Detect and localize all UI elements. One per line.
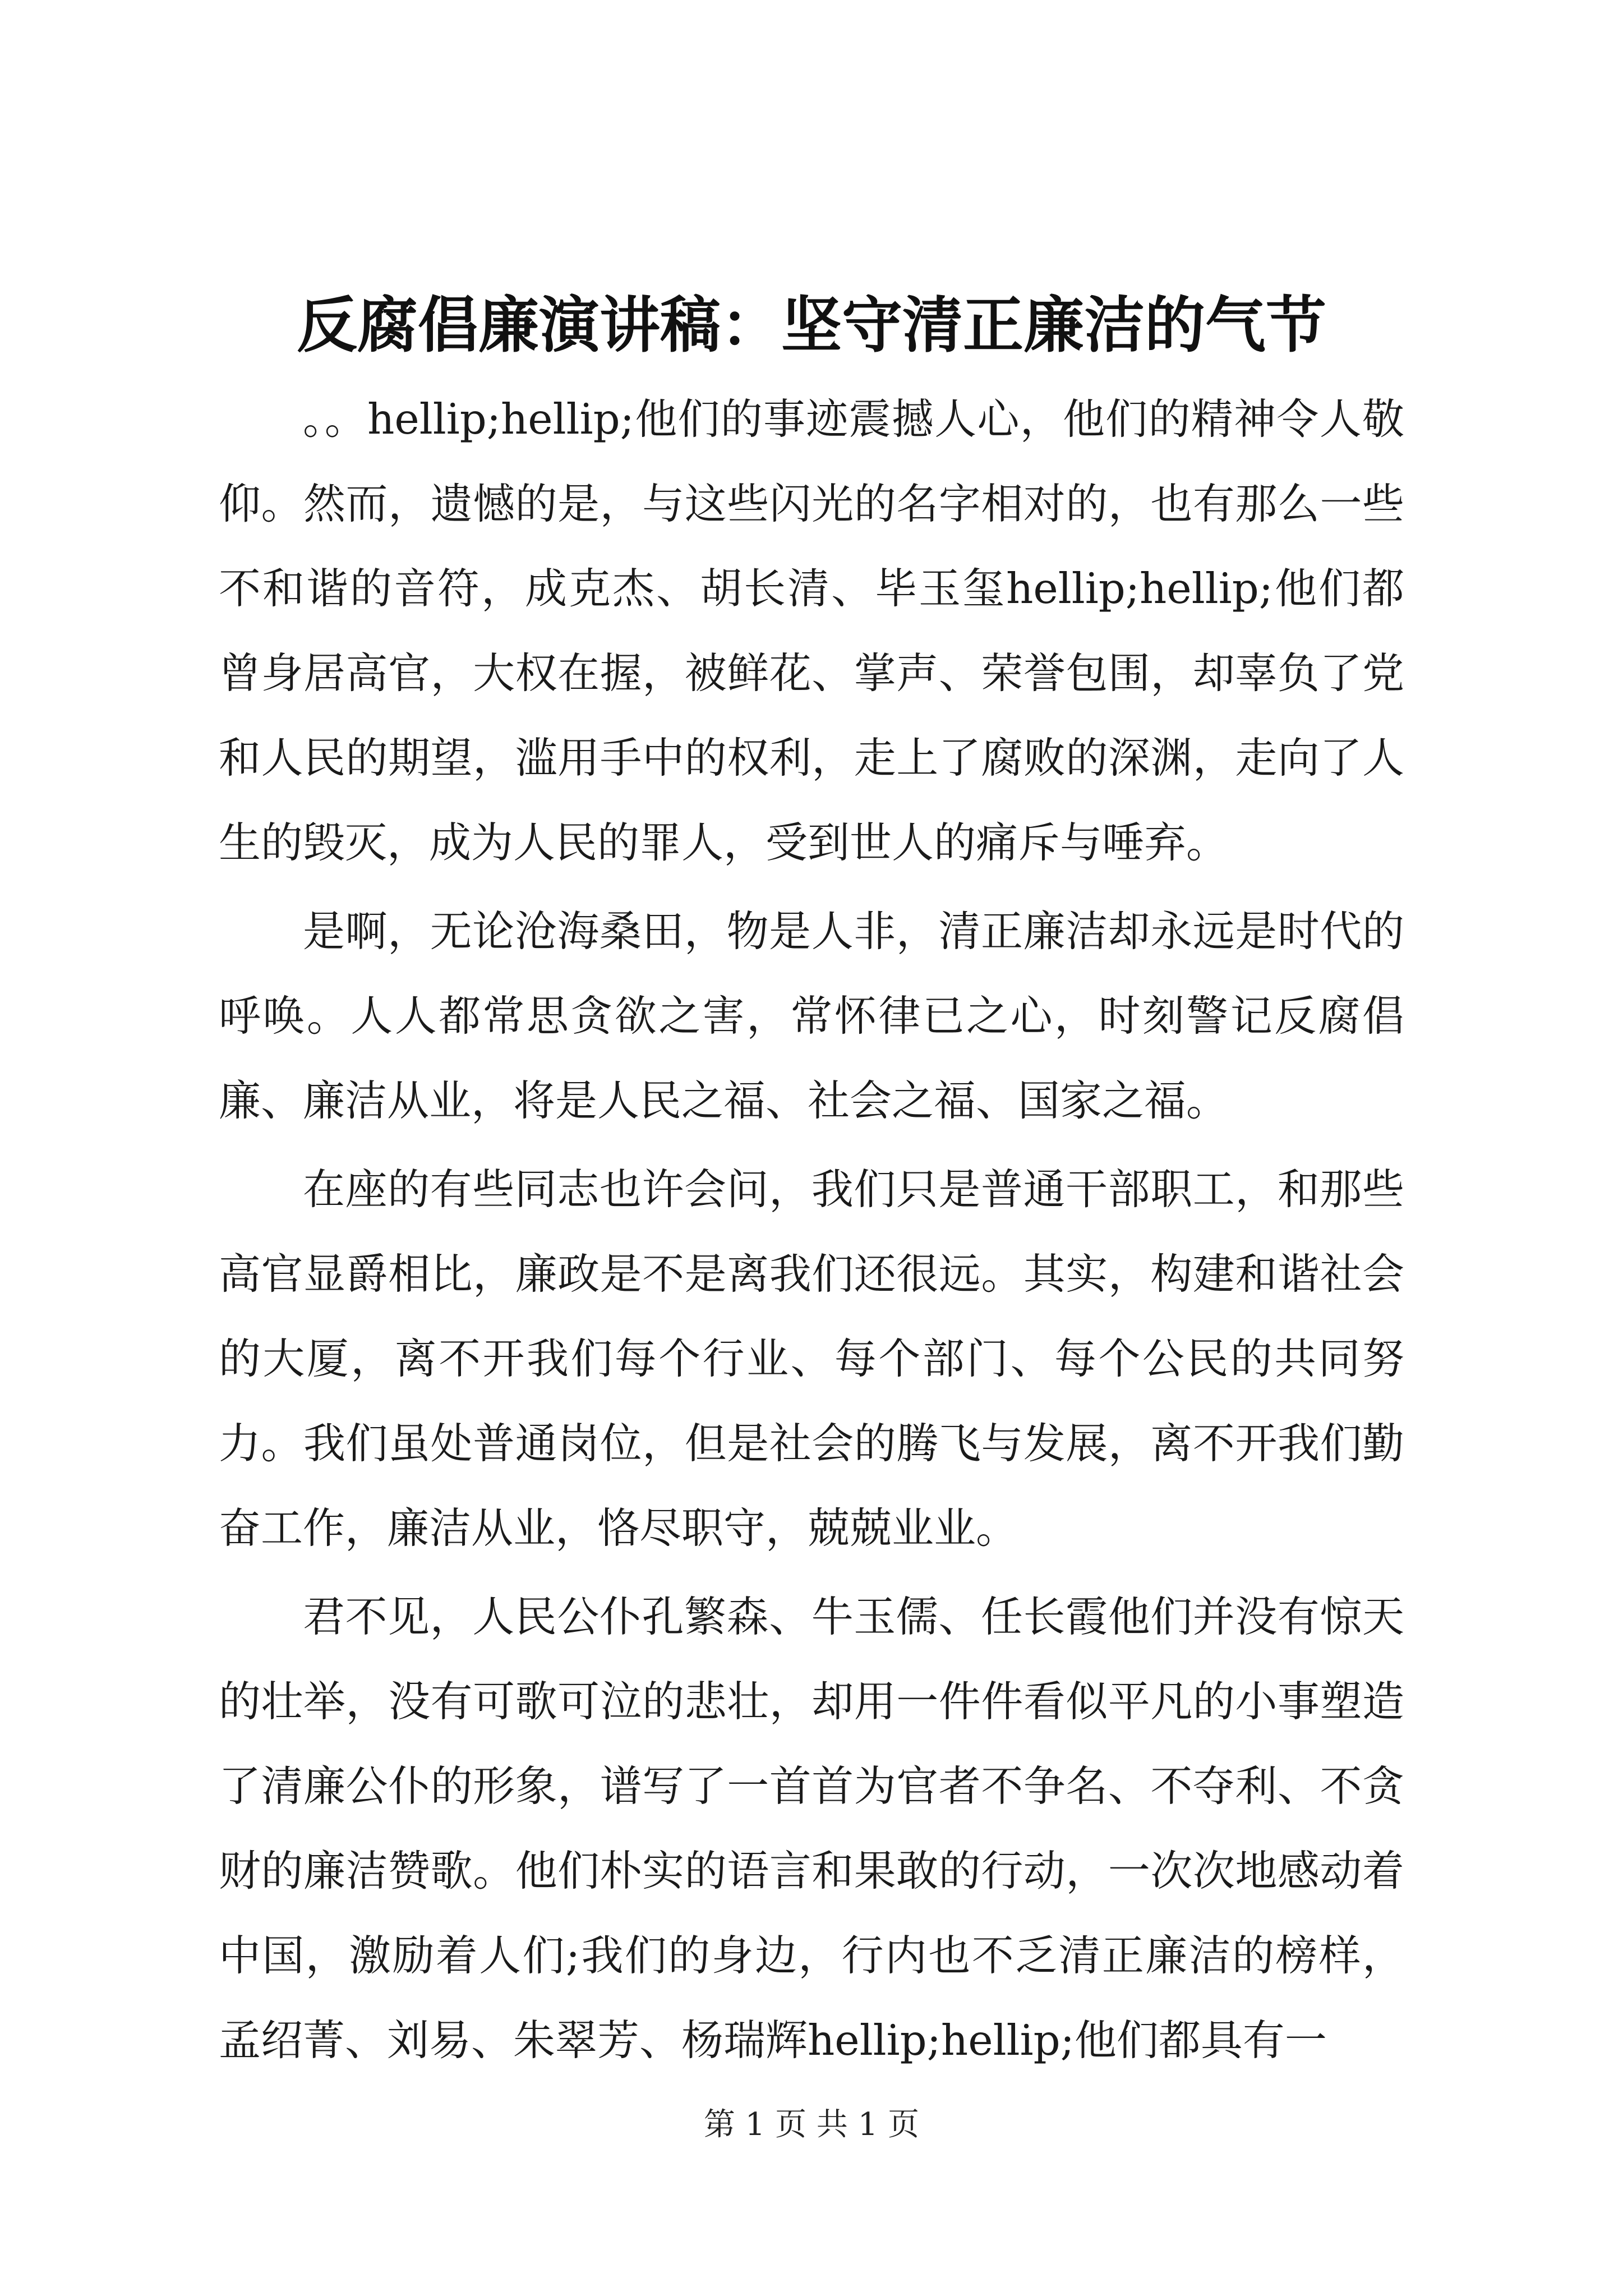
document-body <box>219 377 1404 2087</box>
document-title: 反腐倡廉演讲稿：坚守清正廉洁的气节 <box>296 290 1326 361</box>
page-number-footer: 第 1 页 共 1 页 <box>703 2106 920 2143</box>
paragraph: 君不见，人民公仆孔繁森、牛玉儒、任长霞他们并没有惊天的壮举，没有可歌可泣的悲壮，却用一件件看似平凡的小事塑造了清廉公仆的形象，谱写了一首首为官者不争名、不夺利、不贪财的廉洁赞歌。他们朴实的语言和果敢的行动，一次次地感动着中国，激励着人们;我们的身边，行内也不乏清正廉洁的榜样，孟绍菁、刘易、朱翠芳、杨瑞辉hellip;hellip;他们都具有一 <box>219 1592 1404 2065</box>
paragraph: 。。hellip;hellip;他们的事迹震撼人心，他们的精神令人敬仰。然而，遗憾的是，与这些闪光的名字相对的，也有那么一些不和谐的音符，成克杰、胡长清、毕玉玺hellip;hellip;他们都曾身居高官，大权在握，被鲜花、掌声、荣誉包围，却辜负了党和人民的期望，滥用手中的权利，走上了腐败的深渊，走向了人生的毁灭，成为人民的罪人，受到世人的痛斥与唾弃。 <box>219 394 1404 867</box>
paragraph: 在座的有些同志也许会问，我们只是普通干部职工，和那些高官显爵相比，廉政是不是离我们还很远。其实，构建和谐社会的大厦，离不开我们每个行业、每个部门、每个公民的共同努力。我们虽处普通岗位，但是社会的腾飞与发展，离不开我们勤奋工作，廉洁从业，恪尽职守，兢兢业业。 <box>219 1165 1404 1553</box>
paragraph: 是啊，无论沧海桑田，物是人非，清正廉洁却永远是时代的呼唤。人人都常思贪欲之害，常怀律已之心，时刻警记反腐倡廉、廉洁从业，将是人民之福、社会之福、国家之福。 <box>219 907 1404 1125</box>
